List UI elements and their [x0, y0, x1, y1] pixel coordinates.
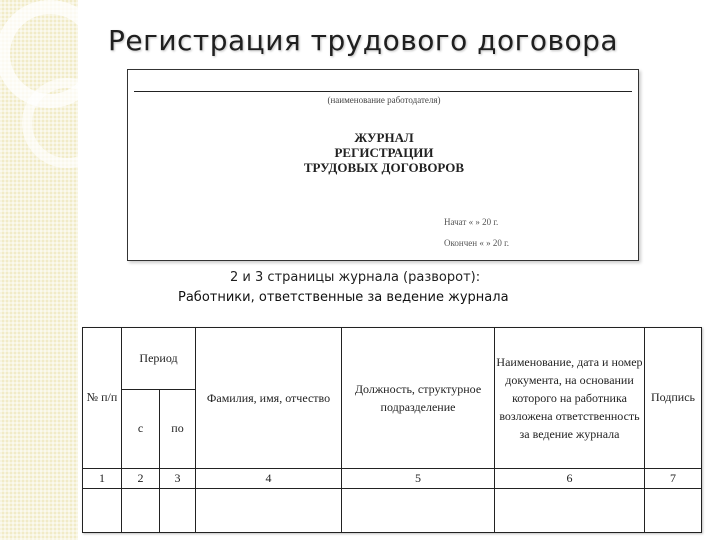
- journal-title-line-2: РЕГИСТРАЦИИ: [334, 145, 434, 160]
- column-number: 6: [495, 468, 645, 488]
- empty-cell: [83, 488, 122, 532]
- decorative-circle: [22, 78, 112, 168]
- column-number: 3: [160, 468, 196, 488]
- header-position: Должность, структурное подразделение: [342, 328, 495, 469]
- employer-line: [134, 91, 632, 92]
- header-signature: Подпись: [645, 328, 702, 469]
- start-date-line: Начат « » 20 г.: [444, 217, 499, 227]
- column-number: 7: [645, 468, 702, 488]
- journal-cover-image: [127, 69, 639, 261]
- end-date-line: Окончен « » 20 г.: [444, 238, 509, 248]
- header-number: № п/п: [83, 328, 122, 469]
- journal-title-line-3: ТРУДОВЫХ ДОГОВОРОВ: [303, 160, 465, 175]
- decorative-sidebar: [0, 0, 78, 540]
- empty-cell: [495, 488, 645, 532]
- column-number: 1: [83, 468, 122, 488]
- column-number: 2: [122, 468, 160, 488]
- subtitle-pages: 2 и 3 страницы журнала (разворот):: [230, 270, 481, 285]
- employer-caption: (наименование работодателя): [327, 95, 441, 105]
- column-number: 4: [196, 468, 342, 488]
- header-period: Период: [122, 328, 196, 390]
- empty-cell: [160, 488, 196, 532]
- slide-title: Регистрация трудового договора: [108, 24, 619, 57]
- column-number: 5: [342, 468, 495, 488]
- header-period-to: по: [160, 390, 196, 468]
- header-document: Наименование, дата и номер документа, на основании которого на работника возложена ответственность за ведение журнала: [495, 328, 645, 469]
- responsible-persons-table: [82, 327, 702, 533]
- empty-cell: [122, 488, 160, 532]
- subtitle-responsible: Работники, ответственные за ведение журнала: [178, 290, 509, 305]
- header-full-name: Фамилия, имя, отчество: [196, 328, 342, 469]
- empty-cell: [342, 488, 495, 532]
- empty-cell: [196, 488, 342, 532]
- empty-cell: [645, 488, 702, 532]
- journal-title-line-1: ЖУРНАЛ: [354, 130, 414, 145]
- header-period-from: с: [122, 390, 160, 468]
